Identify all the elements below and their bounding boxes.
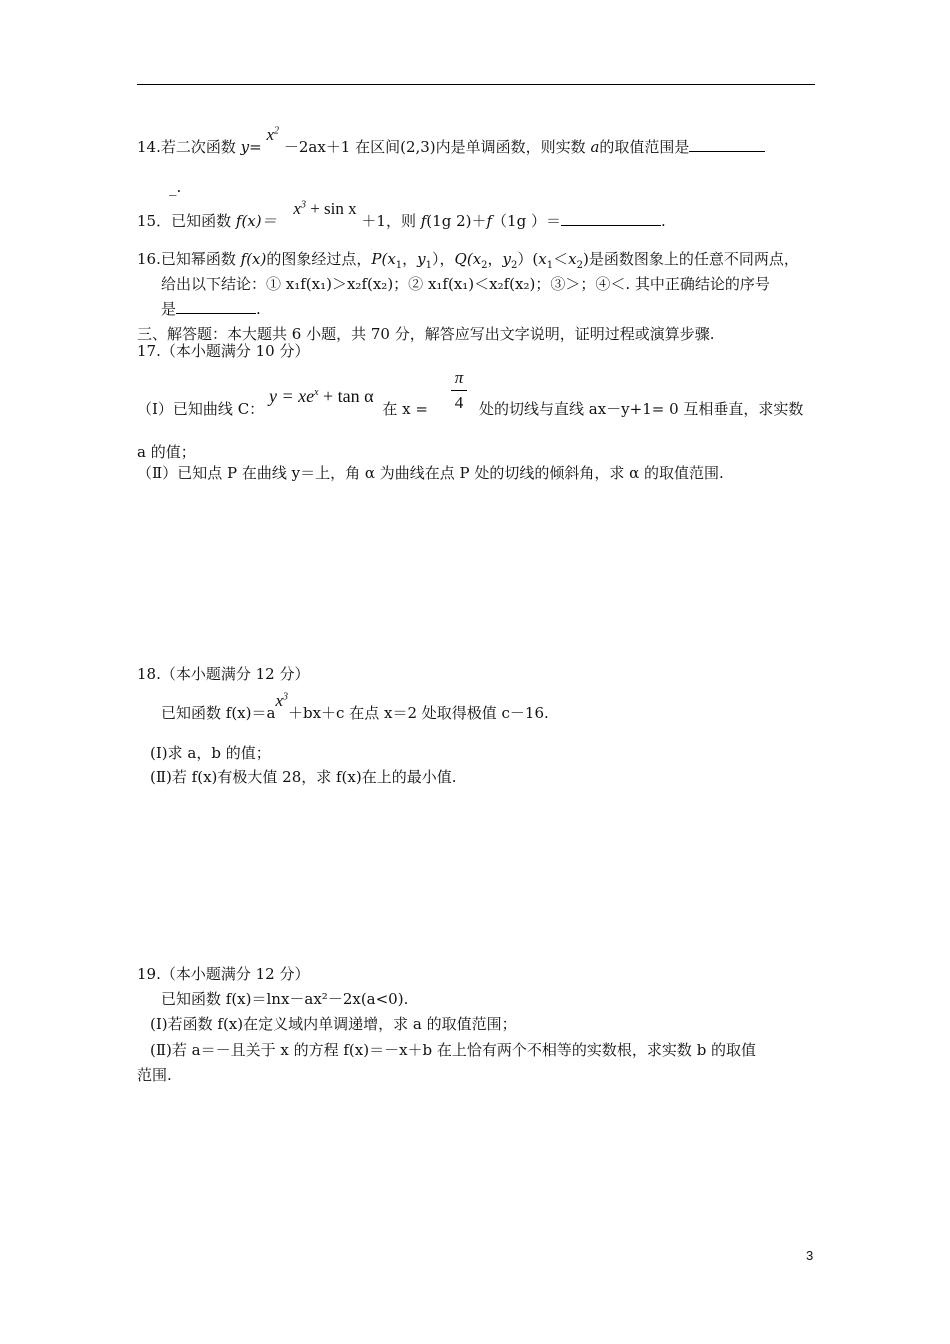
- page-number: 3: [806, 1248, 814, 1263]
- answer-blank-15[interactable]: [561, 211, 661, 226]
- math-x3-sinx: $x^3 + \sin x$: [293, 199, 357, 218]
- header-rule: [137, 84, 815, 85]
- question-17-heading: 17.（本小题满分 10 分）: [137, 342, 310, 360]
- question-16-line1: 16.已知幂函数 f(x)的图象经过点，$P(x_1$，$y_1$），$Q(x_2$，$y_2)(x_1<x_2)$是函数图象上的任意不同两点，: [137, 250, 799, 271]
- question-18-heading: 18.（本小题满分 12 分）: [137, 665, 310, 683]
- question-19-heading: 19.（本小题满分 12 分）: [137, 965, 310, 983]
- question-19-part1: (Ⅰ)若函数 f(x)在定义域内单调递增，求 a 的取值范围；: [150, 1015, 517, 1033]
- question-16-line3: 是 .: [161, 300, 261, 318]
- question-15: 15．已知函数 $f(x)= x^3 + \sin x +1$，则 f(1g 2)＋f（1g ）＝ .: [137, 199, 666, 230]
- question-18-part1: (Ⅰ)求 a，b 的值；: [150, 744, 271, 762]
- question-17-part1-cont: 处的切线与直线 ax－y+1= 0 互相垂直，求实数: [479, 400, 804, 418]
- math-curve: $y = xe^x + \tan \alpha$: [268, 386, 374, 406]
- question-17-part1: （Ⅰ）已知曲线 C： $y = xe^x + \tan \alpha$ 在 x =: [137, 386, 428, 418]
- question-19-line1: 已知函数 f(x)＝lnx－ax²－2x(a<0).: [161, 990, 409, 1008]
- answer-blank-16[interactable]: [176, 299, 256, 314]
- question-19-part2: (Ⅱ)若 a＝－且关于 x 的方程 f(x)＝－x＋b 在上恰有两个不相等的实数根，求实数 b 的取值: [150, 1041, 757, 1059]
- question-18-line1: 已知函数 $f(x)=ax^3+bx+c$ 在点 x＝2 处取得极值 c－16.: [161, 691, 549, 722]
- question-16-line2: 给出以下结论：① x₁f(x₁)＞x₂f(x₂)；② x₁f(x₁)＜x₂f(x₂)；③＞；④＜. 其中正确结论的序号: [161, 275, 770, 293]
- math-x-cubed: $x^3$: [275, 691, 288, 710]
- question-17-part2: （Ⅱ）已知点 P 在曲线 y＝上，角 α 为曲线在点 P 处的切线的倾斜角，求 α 的取值范围.: [137, 464, 724, 482]
- question-19-part2-end: 范围.: [137, 1066, 172, 1084]
- question-18-part2: (Ⅱ)若 f(x)有极大值 28，求 f(x)在上的最小值.: [150, 768, 457, 786]
- question-17-part1-end: a 的值；: [137, 443, 196, 461]
- section-3-heading: 三、解答题：本大题共 6 小题，共 70 分，解答应写出文字说明，证明过程或演算步骤.: [137, 325, 715, 343]
- question-14: 14.若二次函数 $y= x^2 -2ax+1$ 在区间(2,3)内是单调函数，则实数 a的取值范围是: [137, 136, 765, 157]
- math-x-squared: $x^2$: [266, 125, 280, 144]
- question-14-cont: _.: [169, 178, 182, 196]
- answer-blank-14[interactable]: [689, 137, 765, 152]
- fraction-pi-over-4: π 4: [451, 368, 467, 413]
